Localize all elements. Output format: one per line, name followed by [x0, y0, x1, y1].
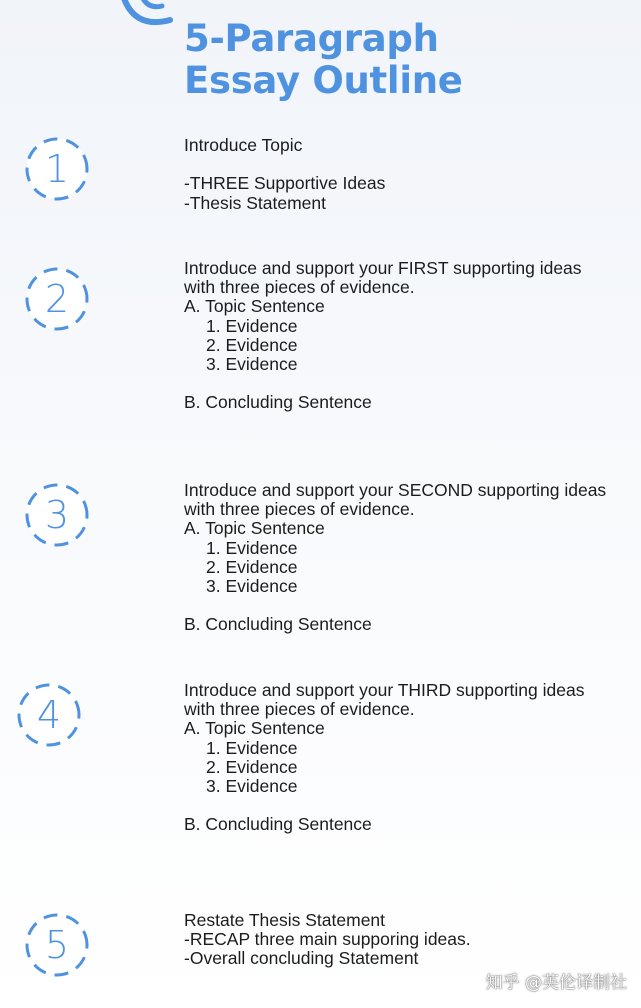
section-5-line: -Overall concluding Statement [184, 948, 419, 969]
section-4-topic-sentence: A. Topic Sentence [184, 718, 325, 739]
section-4-intro-line-1: Introduce and support your THIRD supporting ideas [184, 680, 585, 700]
section-3-concluding-sentence: B. Concluding Sentence [184, 614, 372, 635]
section-4-evidence-3: 3. Evidence [206, 776, 298, 797]
page-title [184, 18, 463, 102]
step-1-badge [20, 132, 94, 206]
step-4-badge [12, 678, 86, 752]
section-5-line: -RECAP three main supporing ideas. [184, 929, 471, 950]
section-2-intro-line-1: Introduce and support your FIRST supporting ideas [184, 258, 582, 278]
section-2-evidence-2: 2. Evidence [206, 334, 298, 355]
section-1-line: -Thesis Statement [184, 192, 326, 213]
section-4-evidence-1: 1. Evidence [206, 737, 298, 758]
section-3-topic-sentence: A. Topic Sentence [184, 518, 325, 539]
section-4-text [184, 681, 584, 835]
section-4-concluding-sentence: B. Concluding Sentence [184, 814, 372, 835]
watermark: 知乎 @英伦译制社 [485, 973, 627, 993]
section-3-intro-line-2: with three pieces of evidence. [184, 499, 415, 520]
section-2-topic-sentence: A. Topic Sentence [184, 296, 325, 317]
step-4-number: 4 [36, 693, 62, 737]
step-5-number: 5 [44, 923, 70, 967]
step-3-number: 3 [44, 493, 70, 537]
section-5-text [184, 911, 471, 969]
section-3-text [184, 481, 606, 635]
step-5-badge [20, 908, 94, 982]
section-3-intro-line-1: Introduce and support your SECOND supporting ideas [184, 480, 607, 500]
section-3-evidence-1: 1. Evidence [206, 537, 298, 558]
page-title-line-1: 5-Paragraph [184, 17, 439, 60]
step-2-number: 2 [44, 277, 70, 321]
section-2-evidence-1: 1. Evidence [206, 315, 298, 336]
section-4-intro-line-2: with three pieces of evidence. [184, 699, 415, 720]
section-2-concluding-sentence: B. Concluding Sentence [184, 392, 372, 413]
section-2-intro-line-2: with three pieces of evidence. [184, 277, 415, 298]
section-2-text [184, 259, 582, 413]
step-1-number: 1 [44, 147, 70, 191]
section-3-evidence-3: 3. Evidence [206, 576, 298, 597]
top-swirl-decoration [110, 0, 180, 42]
section-4-evidence-2: 2. Evidence [206, 756, 298, 777]
section-1-text [184, 136, 385, 213]
section-3-evidence-2: 2. Evidence [206, 556, 298, 577]
section-1-intro: Introduce Topic [184, 135, 303, 155]
section-1-line: -THREE Supportive Ideas [184, 173, 386, 194]
section-5-line: Restate Thesis Statement [184, 910, 386, 930]
section-2-evidence-3: 3. Evidence [206, 354, 298, 375]
step-2-badge [20, 262, 94, 336]
page-title-line-2: Essay Outline [184, 59, 463, 102]
step-3-badge [20, 478, 94, 552]
